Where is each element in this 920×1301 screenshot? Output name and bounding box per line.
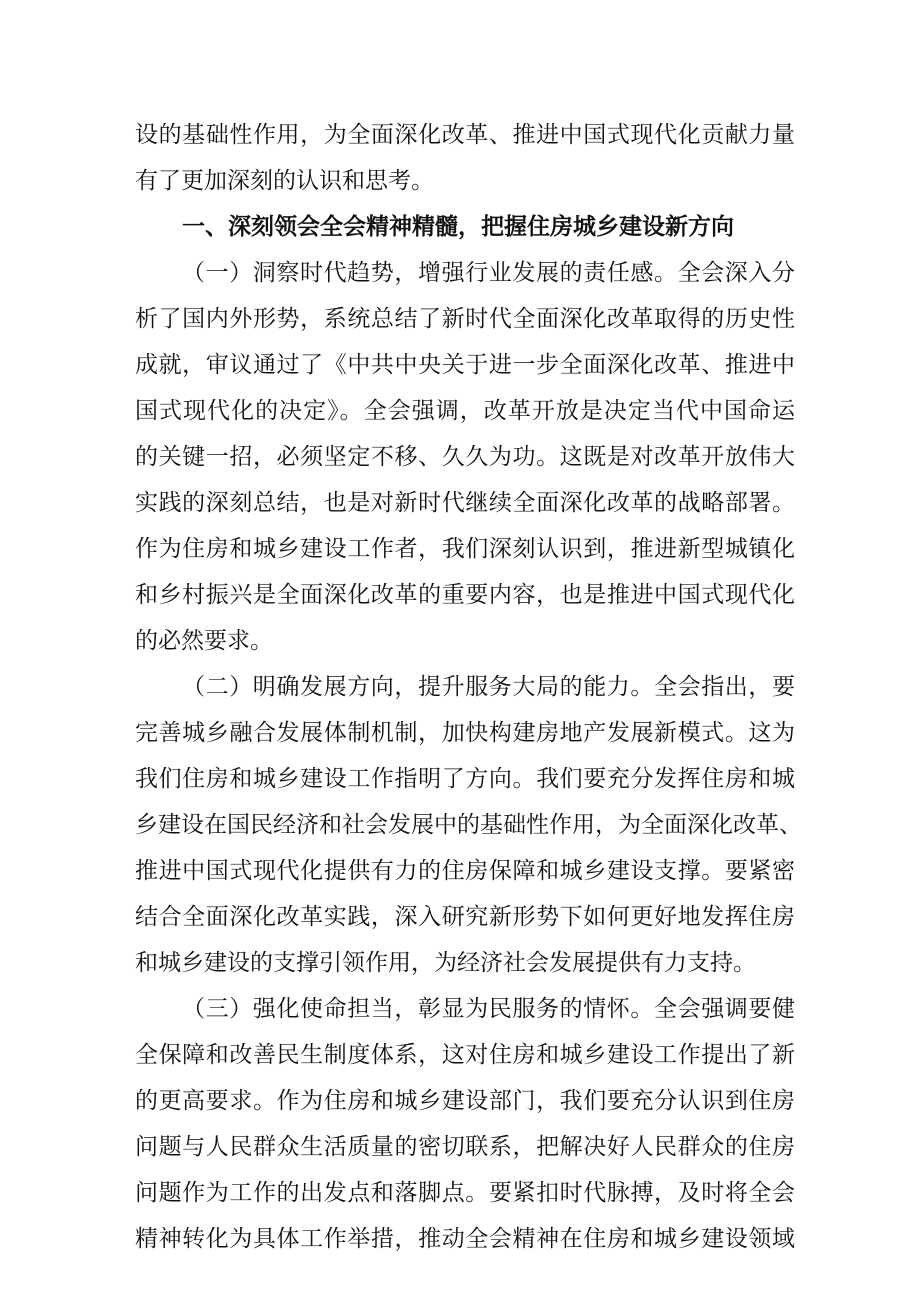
paragraph-1-line: 的必然要求。 <box>135 628 273 654</box>
paragraph-2-line: （二）明确发展方向，提升服务大局的能力。全会指出，要 <box>182 674 795 700</box>
paragraph-2-line: 完善城乡融合发展体制机制，加快构建房地产发展新模式。这为 <box>135 720 795 746</box>
paragraph-1-line: 成就，审议通过了《中共中央关于进一步全面深化改革、推进中 <box>135 352 795 378</box>
paragraph-2-line: 乡建设在国民经济和社会发展中的基础性作用，为全面深化改革、 <box>135 812 802 838</box>
paragraph-3-line: 问题作为工作的出发点和落脚点。要紧扣时代脉搏，及时将全会 <box>135 1180 795 1206</box>
paragraph-1-line: （一）洞察时代趋势，增强行业发展的责任感。全会深入分 <box>182 260 795 286</box>
paragraph-3-line: 问题与人民群众生活质量的密切联系，把解决好人民群众的住房 <box>135 1134 795 1160</box>
paragraph-2-line: 推进中国式现代化提供有力的住房保障和城乡建设支撑。要紧密 <box>135 858 795 884</box>
paragraph-3-line: 精神转化为具体工作举措，推动全会精神在住房和城乡建设领域 <box>135 1226 795 1252</box>
paragraph-2-line: 结合全面深化改革实践，深入研究新形势下如何更好地发挥住房 <box>135 904 795 930</box>
paragraph-3-line: 全保障和改善民生制度体系，这对住房和城乡建设工作提出了新 <box>135 1042 795 1068</box>
paragraph-3-line: 的更高要求。作为住房和城乡建设部门，我们要充分认识到住房 <box>135 1088 795 1114</box>
paragraph-2-line: 我们住房和城乡建设工作指明了方向。我们要充分发挥住房和城 <box>135 766 795 792</box>
paragraph-3-line: （三）强化使命担当，彰显为民服务的情怀。全会强调要健 <box>182 996 795 1022</box>
paragraph-2-line: 和城乡建设的支撑引领作用，为经济社会发展提供有力支持。 <box>135 950 756 976</box>
section-heading: 一、深刻领会全会精神精髓，把握住房城乡建设新方向 <box>182 214 734 240</box>
paragraph-1-line: 国式现代化的决定》。全会强调，改革开放是决定当代中国命运 <box>135 398 795 424</box>
intro-line: 有了更加深刻的认识和思考。 <box>135 168 434 194</box>
paragraph-1-line: 的关键一招，必须坚定不移、久久为功。这既是对改革开放伟大 <box>135 444 795 470</box>
intro-line: 设的基础性作用，为全面深化改革、推进中国式现代化贡献力量 <box>135 122 795 148</box>
paragraph-1-line: 实践的深刻总结，也是对新时代继续全面深化改革的战略部署。 <box>135 490 795 516</box>
paragraph-1-line: 析了国内外形势，系统总结了新时代全面深化改革取得的历史性 <box>135 306 795 332</box>
paragraph-1-line: 和乡村振兴是全面深化改革的重要内容，也是推进中国式现代化 <box>135 582 795 608</box>
paragraph-1-line: 作为住房和城乡建设工作者，我们深刻认识到，推进新型城镇化 <box>135 536 795 562</box>
